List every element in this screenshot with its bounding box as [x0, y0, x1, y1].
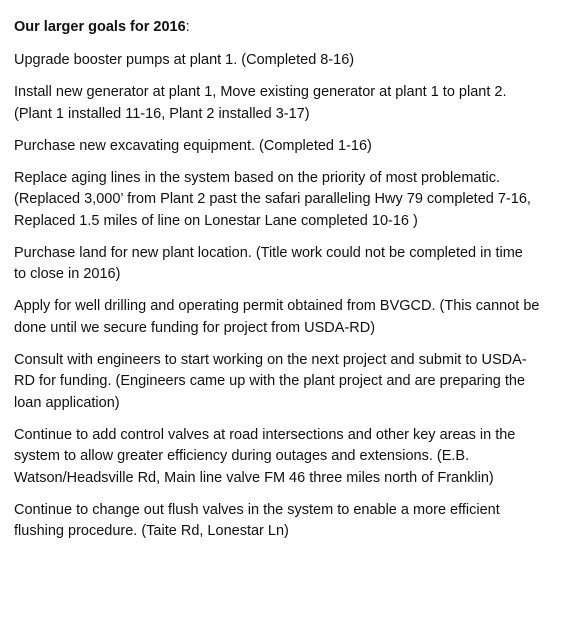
goal-item	[14, 296, 566, 339]
page-title	[14, 16, 566, 38]
goal-line: Continue to change out flush valves in the system to enable a more efficient	[14, 501, 500, 518]
goal-line: Replace aging lines in the system based on the priority of most problematic.	[14, 169, 500, 186]
document-body	[14, 16, 566, 553]
goal-line: system to allow greater efficiency during outages and extensions. (E.B.	[14, 448, 470, 464]
goal-line: Watson/Headsville Rd, Main line valve FM 46 three miles north of Franklin)	[14, 469, 494, 486]
goal-line: RD for funding. (Engineers came up with the plant project and are preparing the	[14, 373, 526, 389]
goal-item	[14, 500, 566, 543]
page-title-text: Our larger goals for 2016	[14, 19, 186, 35]
goal-line: (Replaced 3,000’ from Plant 2 past the safari paralleling Hwy 79 completed 7-16,	[14, 191, 531, 207]
goal-line: Consult with engineers to start working on the next project and submit to USDA-	[14, 351, 527, 368]
goal-item	[14, 50, 566, 72]
goal-item	[14, 168, 566, 233]
goal-item	[14, 243, 566, 286]
goal-item	[14, 82, 566, 125]
goal-line: Purchase new excavating equipment. (Completed 1-16)	[14, 137, 372, 154]
goal-line: Replaced 1.5 miles of line on Lonestar Lane completed 10-16 )	[14, 212, 418, 229]
goal-line: Install new generator at plant 1, Move existing generator at plant 1 to plant 2.	[14, 84, 507, 100]
goal-line: Continue to add control valves at road intersections and other key areas in the	[14, 426, 516, 443]
goal-line: loan application)	[14, 394, 120, 411]
goal-item	[14, 136, 566, 158]
goal-item	[14, 425, 566, 490]
goal-line: flushing procedure. (Taite Rd, Lonestar Ln)	[14, 523, 289, 539]
goal-line: Apply for well drilling and operating permit obtained from BVGCD. (This cannot be	[14, 298, 540, 314]
goal-line: (Plant 1 installed 11-16, Plant 2 installed 3-17)	[14, 105, 310, 122]
page-title-colon: :	[185, 19, 190, 35]
goal-line: to close in 2016)	[14, 266, 121, 282]
goal-line: done until we secure funding for project from USDA-RD)	[14, 319, 376, 336]
goal-line: Purchase land for new plant location. (Title work could not be completed in time	[14, 244, 523, 261]
goal-line: Upgrade booster pumps at plant 1. (Completed 8-16)	[14, 52, 355, 68]
goal-item	[14, 350, 566, 415]
